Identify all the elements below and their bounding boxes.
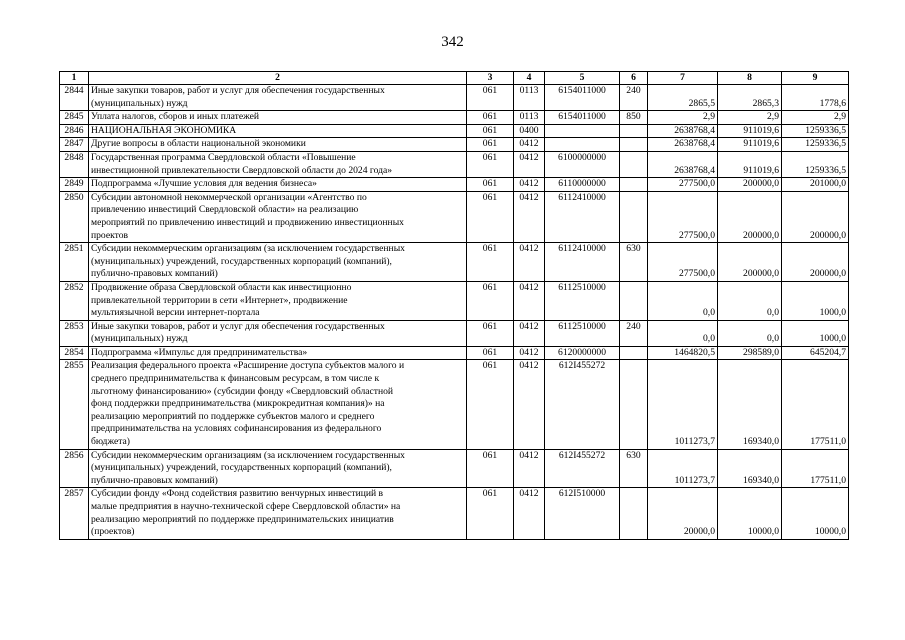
row-description: Субсидии фонду «Фонд содействия развитию венчурных инвестиций в малые предприятия в научно-технической сфере Свердловской области» на реализацию мероприятий по поддержке предпринимательских инициатив (проектов) <box>89 488 467 539</box>
amount-col-9: 10000,0 <box>782 488 849 539</box>
amount-col-7: 1464820,5 <box>648 346 718 360</box>
section-code: 0412 <box>514 346 545 360</box>
expense-type-code <box>620 488 648 539</box>
amount-col-8: 10000,0 <box>718 488 782 539</box>
table-row <box>60 449 849 488</box>
row-number: 2845 <box>60 111 89 125</box>
target-item-code: 6112510000 <box>545 320 620 346</box>
target-item-code: 612I455272 <box>545 449 620 488</box>
amount-col-9: 1000,0 <box>782 281 849 320</box>
admin-code: 061 <box>467 488 514 539</box>
amount-col-9: 1259336,5 <box>782 138 849 152</box>
table-row <box>60 488 849 539</box>
amount-col-7: 1011273,7 <box>648 360 718 449</box>
target-item-code: 6154011000 <box>545 111 620 125</box>
amount-col-9: 1259336,5 <box>782 124 849 138</box>
row-description: Подпрограмма «Импульс для предпринимательства» <box>89 346 467 360</box>
expense-type-code <box>620 346 648 360</box>
row-description: Иные закупки товаров, работ и услуг для обеспечения государственных (муниципальных) нужд <box>89 320 467 346</box>
row-description: Субсидии некоммерческим организациям (за исключением государственных (муниципальных) учреждений, государственных корпораций (компаний), публично-правовых компаний) <box>89 449 467 488</box>
amount-col-7: 277500,0 <box>648 243 718 282</box>
section-code: 0113 <box>514 111 545 125</box>
row-number: 2847 <box>60 138 89 152</box>
section-code: 0412 <box>514 281 545 320</box>
table-body <box>60 85 849 540</box>
amount-col-8: 2865,3 <box>718 85 782 111</box>
row-number: 2852 <box>60 281 89 320</box>
admin-code: 061 <box>467 85 514 111</box>
expense-type-code: 630 <box>620 243 648 282</box>
column-header: 4 <box>514 72 545 85</box>
section-code: 0412 <box>514 320 545 346</box>
amount-col-8: 200000,0 <box>718 191 782 242</box>
amount-col-9: 200000,0 <box>782 191 849 242</box>
column-header: 6 <box>620 72 648 85</box>
row-description: Другие вопросы в области национальной экономики <box>89 138 467 152</box>
admin-code: 061 <box>467 124 514 138</box>
admin-code: 061 <box>467 151 514 177</box>
column-header: 7 <box>648 72 718 85</box>
section-code: 0412 <box>514 360 545 449</box>
amount-col-9: 177511,0 <box>782 360 849 449</box>
expense-type-code <box>620 360 648 449</box>
amount-col-8: 911019,6 <box>718 124 782 138</box>
amount-col-8: 200000,0 <box>718 243 782 282</box>
row-number: 2850 <box>60 191 89 242</box>
amount-col-9: 201000,0 <box>782 178 849 192</box>
amount-col-8: 169340,0 <box>718 360 782 449</box>
row-description: Иные закупки товаров, работ и услуг для обеспечения государственных (муниципальных) нужд <box>89 85 467 111</box>
row-description: Уплата налогов, сборов и иных платежей <box>89 111 467 125</box>
target-item-code: 6100000000 <box>545 151 620 177</box>
page-number: 342 <box>441 34 464 50</box>
amount-col-7: 2638768,4 <box>648 138 718 152</box>
admin-code: 061 <box>467 138 514 152</box>
table-row <box>60 124 849 138</box>
amount-col-7: 277500,0 <box>648 191 718 242</box>
column-header: 5 <box>545 72 620 85</box>
target-item-code: 6112510000 <box>545 281 620 320</box>
column-header: 8 <box>718 72 782 85</box>
amount-col-8: 0,0 <box>718 320 782 346</box>
row-number: 2851 <box>60 243 89 282</box>
row-number: 2857 <box>60 488 89 539</box>
admin-code: 061 <box>467 281 514 320</box>
row-description: Подпрограмма «Лучшие условия для ведения бизнеса» <box>89 178 467 192</box>
amount-col-8: 911019,6 <box>718 151 782 177</box>
amount-col-8: 169340,0 <box>718 449 782 488</box>
amount-col-7: 0,0 <box>648 320 718 346</box>
expense-type-code <box>620 191 648 242</box>
admin-code: 061 <box>467 178 514 192</box>
table-row <box>60 151 849 177</box>
amount-col-9: 2,9 <box>782 111 849 125</box>
row-number: 2854 <box>60 346 89 360</box>
target-item-code: 6110000000 <box>545 178 620 192</box>
target-item-code <box>545 138 620 152</box>
table-row <box>60 191 849 242</box>
amount-col-8: 911019,6 <box>718 138 782 152</box>
budget-table <box>59 71 849 540</box>
section-code: 0113 <box>514 85 545 111</box>
target-item-code: 6120000000 <box>545 346 620 360</box>
amount-col-7: 2638768,4 <box>648 124 718 138</box>
amount-col-7: 1011273,7 <box>648 449 718 488</box>
expense-type-code <box>620 151 648 177</box>
section-code: 0412 <box>514 449 545 488</box>
amount-col-9: 200000,0 <box>782 243 849 282</box>
table-row <box>60 111 849 125</box>
target-item-code: 6112410000 <box>545 243 620 282</box>
admin-code: 061 <box>467 346 514 360</box>
amount-col-7: 2,9 <box>648 111 718 125</box>
expense-type-code <box>620 124 648 138</box>
expense-type-code: 240 <box>620 85 648 111</box>
target-item-code: 6154011000 <box>545 85 620 111</box>
row-description: Государственная программа Свердловской области «Повышение инвестиционной привлекательности Свердловской области до 2024 года» <box>89 151 467 177</box>
row-number: 2844 <box>60 85 89 111</box>
table-row <box>60 346 849 360</box>
target-item-code <box>545 124 620 138</box>
table-row <box>60 243 849 282</box>
target-item-code: 612I455272 <box>545 360 620 449</box>
amount-col-7: 277500,0 <box>648 178 718 192</box>
amount-col-8: 298589,0 <box>718 346 782 360</box>
target-item-code: 612I510000 <box>545 488 620 539</box>
table-row <box>60 178 849 192</box>
expense-type-code <box>620 178 648 192</box>
target-item-code: 6112410000 <box>545 191 620 242</box>
column-header: 2 <box>89 72 467 85</box>
row-number: 2853 <box>60 320 89 346</box>
section-code: 0412 <box>514 243 545 282</box>
section-code: 0412 <box>514 151 545 177</box>
table-row <box>60 281 849 320</box>
amount-col-9: 177511,0 <box>782 449 849 488</box>
admin-code: 061 <box>467 243 514 282</box>
row-number: 2846 <box>60 124 89 138</box>
row-number: 2855 <box>60 360 89 449</box>
row-description: Субсидии автономной некоммерческой организации «Агентство по привлечению инвестиций Свердловской области» на реализацию мероприятий по привлечению инвестиций и продвижению инвестиционных проектов <box>89 191 467 242</box>
section-code: 0412 <box>514 178 545 192</box>
table-row <box>60 320 849 346</box>
amount-col-7: 20000,0 <box>648 488 718 539</box>
admin-code: 061 <box>467 191 514 242</box>
row-description: Реализация федерального проекта «Расширение доступа субъектов малого и среднего предпринимательства к финансовым ресурсам, в том числе к льготному финансированию» (субсидии фонду «Свердловский областной фонд поддержки предпринимательства (микрокредитная компания)» на реализацию мероприятий по поддержке субъектов малого и среднего предпринимательства на условиях софинансирования из федерального бюджета) <box>89 360 467 449</box>
amount-col-8: 0,0 <box>718 281 782 320</box>
column-header: 3 <box>467 72 514 85</box>
header-row <box>60 72 849 85</box>
section-code: 0412 <box>514 488 545 539</box>
admin-code: 061 <box>467 111 514 125</box>
amount-col-8: 200000,0 <box>718 178 782 192</box>
amount-col-9: 1778,6 <box>782 85 849 111</box>
amount-col-7: 2638768,4 <box>648 151 718 177</box>
expense-type-code: 240 <box>620 320 648 346</box>
table-row <box>60 85 849 111</box>
row-number: 2856 <box>60 449 89 488</box>
section-code: 0412 <box>514 138 545 152</box>
amount-col-7: 0,0 <box>648 281 718 320</box>
table-row <box>60 138 849 152</box>
row-description: Субсидии некоммерческим организациям (за исключением государственных (муниципальных) учреждений, государственных корпораций (компаний), публично-правовых компаний) <box>89 243 467 282</box>
section-code: 0412 <box>514 191 545 242</box>
expense-type-code: 630 <box>620 449 648 488</box>
amount-col-8: 2,9 <box>718 111 782 125</box>
section-code: 0400 <box>514 124 545 138</box>
table-row <box>60 360 849 449</box>
expense-type-code: 850 <box>620 111 648 125</box>
expense-type-code <box>620 138 648 152</box>
admin-code: 061 <box>467 449 514 488</box>
row-number: 2849 <box>60 178 89 192</box>
row-description: НАЦИОНАЛЬНАЯ ЭКОНОМИКА <box>89 124 467 138</box>
amount-col-9: 1000,0 <box>782 320 849 346</box>
amount-col-9: 1259336,5 <box>782 151 849 177</box>
amount-col-7: 2865,5 <box>648 85 718 111</box>
column-header: 9 <box>782 72 849 85</box>
column-header: 1 <box>60 72 89 85</box>
expense-type-code <box>620 281 648 320</box>
amount-col-9: 645204,7 <box>782 346 849 360</box>
row-number: 2848 <box>60 151 89 177</box>
admin-code: 061 <box>467 360 514 449</box>
admin-code: 061 <box>467 320 514 346</box>
row-description: Продвижение образа Свердловской области как инвестиционно привлекательной территории в сети «Интернет», продвижение мультиязычной версии интернет-портала <box>89 281 467 320</box>
